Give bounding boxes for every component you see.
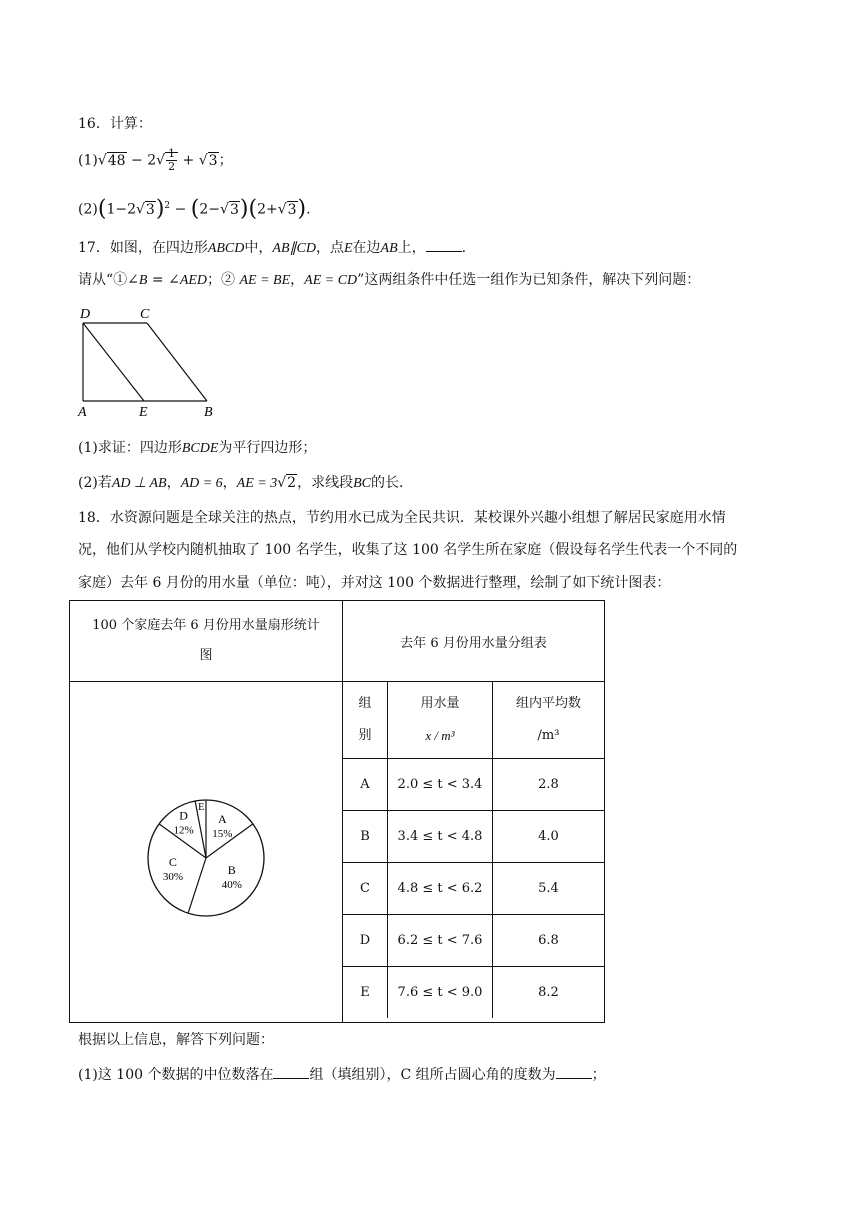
- q16-title: 16．计算：: [78, 116, 152, 132]
- cell-avg: 4.0: [493, 811, 605, 863]
- q18-line3: 家庭）去年 6 月份的用水量（单位：吨），并对这 100 个数据进行整理，绘制了如下统计图表：: [78, 575, 671, 591]
- pie-label-c: C: [168, 854, 177, 869]
- text: ，: [166, 475, 181, 491]
- text: 为平行四边形；: [218, 440, 317, 456]
- part-label: (1): [78, 152, 98, 169]
- text: ，: [290, 272, 305, 288]
- label-e: E: [139, 405, 148, 420]
- text: 上，: [397, 240, 426, 256]
- radicand: 3: [229, 201, 239, 218]
- group-table: [343, 682, 604, 1018]
- text: ”这两组条件中任选一组作为已知条件，解决下列问题：: [357, 272, 701, 288]
- table-row: [343, 967, 604, 1019]
- text: 17．如图，在四边形: [78, 240, 208, 256]
- table-row: [343, 863, 604, 915]
- text: 的长.: [370, 475, 404, 491]
- table-title: 去年 6 月份用水量分组表: [400, 635, 547, 651]
- cell-group: C: [343, 863, 388, 915]
- table-row: [343, 915, 604, 967]
- math: AED: [179, 273, 208, 288]
- pie-slice-c-edge: [188, 858, 206, 913]
- term: 2−: [199, 201, 221, 218]
- pie-cell: [70, 682, 343, 1023]
- pie-chart: [70, 682, 342, 1022]
- text: ，点: [315, 240, 344, 256]
- q17-sub1: [78, 438, 316, 459]
- q18-line1: 18．水资源问题是全球关注的热点，节约用水已成为全民共识．某校课外兴趣小组想了解居民家庭用水情: [78, 510, 726, 526]
- math: AB∥CD: [272, 241, 316, 256]
- text: ；: [591, 1067, 606, 1083]
- table-row: [343, 759, 604, 811]
- col-header-usage: 用水量 x / m³: [388, 682, 493, 759]
- text: 请从“①∠: [78, 272, 139, 288]
- cell-range: 3.4 ≤ t < 4.8: [388, 811, 493, 863]
- cell-group: B: [343, 811, 388, 863]
- label-a: A: [78, 405, 87, 420]
- text: = ∠: [147, 272, 180, 288]
- label-b: B: [204, 405, 213, 420]
- math: AE = BE: [239, 273, 291, 288]
- text: (1)这 100 个数据的中位数落在: [78, 1067, 274, 1083]
- math: AE = 3: [236, 476, 278, 491]
- text: 在边: [352, 240, 381, 256]
- text: (2)若: [78, 475, 112, 491]
- fraction-denominator: 2: [168, 160, 176, 173]
- cell-avg: 8.2: [493, 967, 605, 1019]
- cell-avg: 2.8: [493, 759, 605, 811]
- cell-range: 4.8 ≤ t < 6.2: [388, 863, 493, 915]
- text: 中，: [244, 240, 273, 256]
- cell-group: D: [343, 915, 388, 967]
- term: 2+: [257, 201, 278, 218]
- table-row: [343, 811, 604, 863]
- cell-range: 2.0 ≤ t < 3.4: [388, 759, 493, 811]
- math: BCDE: [181, 441, 219, 456]
- group-table-cell: [343, 682, 605, 1023]
- q18-sub1: [78, 1064, 606, 1085]
- punct: .: [306, 201, 311, 218]
- answer-blank[interactable]: [556, 1064, 592, 1079]
- math: AB: [380, 241, 398, 256]
- q17-choose: [78, 270, 700, 291]
- cell-group: A: [343, 759, 388, 811]
- math: B: [138, 273, 148, 288]
- radicand: 48: [107, 152, 126, 169]
- pie-title-cell: [70, 601, 343, 682]
- pie-pct-a: 15%: [212, 827, 233, 840]
- pie-pct-d: 12%: [173, 824, 194, 837]
- text: ；②: [207, 272, 240, 288]
- pie-pct-b: 40%: [221, 878, 242, 891]
- radicand: 3: [208, 152, 218, 169]
- cell-avg: 6.8: [493, 915, 605, 967]
- col-header-group: 组别: [343, 682, 388, 759]
- math: ABCD: [207, 241, 245, 256]
- q17-sub2: (2)若AD ⊥ AB，AD = 6，AE = 3√2，求线段BC的长.: [78, 475, 404, 491]
- math: AD ⊥ AB: [111, 476, 167, 491]
- q17-title: [78, 237, 466, 259]
- punct: ；: [218, 152, 233, 169]
- text: ，: [222, 475, 237, 491]
- q16-part2: $(2)(1-2√3)^2 - (2-√3)(2+√3)$.: [78, 196, 311, 222]
- q18-line2: 况，他们从学校内随机抽取了 100 名学生，收集了这 100 名学生所在家庭（假设每名学生代表一个不同的: [78, 542, 738, 558]
- punct: .: [461, 240, 467, 256]
- fraction-numerator: 1: [168, 147, 176, 160]
- answer-blank[interactable]: [426, 237, 462, 252]
- coefficient: 2: [147, 152, 157, 169]
- table-title-cell: [343, 601, 605, 682]
- term: 1−2: [106, 201, 136, 218]
- cell-range: 6.2 ≤ t < 7.6: [388, 915, 493, 967]
- text: 组（填组别），C 组所占圆心角的度数为: [309, 1067, 556, 1083]
- pie-label-d: D: [179, 808, 188, 823]
- cell-group: E: [343, 967, 388, 1019]
- q18-after: 根据以上信息，解答下列问题：: [78, 1032, 274, 1048]
- math: E: [343, 241, 353, 256]
- pie-label-b: B: [227, 862, 236, 877]
- quadrilateral-figure: [72, 300, 232, 425]
- col-header-avg: 组内平均数 /m³: [493, 682, 605, 759]
- math: AD = 6: [180, 476, 223, 491]
- exponent: 2: [164, 201, 171, 211]
- cell-range: 7.6 ≤ t < 9.0: [388, 967, 493, 1019]
- text: ，求线段: [297, 475, 354, 491]
- radicand: 2: [287, 475, 297, 491]
- pie-pct-c: 30%: [162, 870, 183, 883]
- pie-label-a: A: [217, 811, 227, 826]
- part-label: (2): [78, 201, 98, 218]
- math: BC: [353, 476, 371, 491]
- label-c: C: [140, 307, 150, 322]
- pie-label-e: E: [198, 802, 205, 814]
- cell-avg: 5.4: [493, 863, 605, 915]
- text: (1)求证：四边形: [78, 440, 182, 456]
- pie-title: 100 个家庭去年 6 月份用水量扇形统计图: [92, 618, 320, 663]
- stats-table: [69, 600, 605, 1023]
- answer-blank[interactable]: [273, 1064, 309, 1079]
- radicand: 3: [287, 201, 297, 218]
- label-d: D: [80, 307, 91, 322]
- q16-part1: (1)√48 − 2√ $\frac{1}{2}$ + √3；: [78, 147, 233, 173]
- math: AE = CD: [304, 273, 358, 288]
- radicand: 3: [145, 201, 155, 218]
